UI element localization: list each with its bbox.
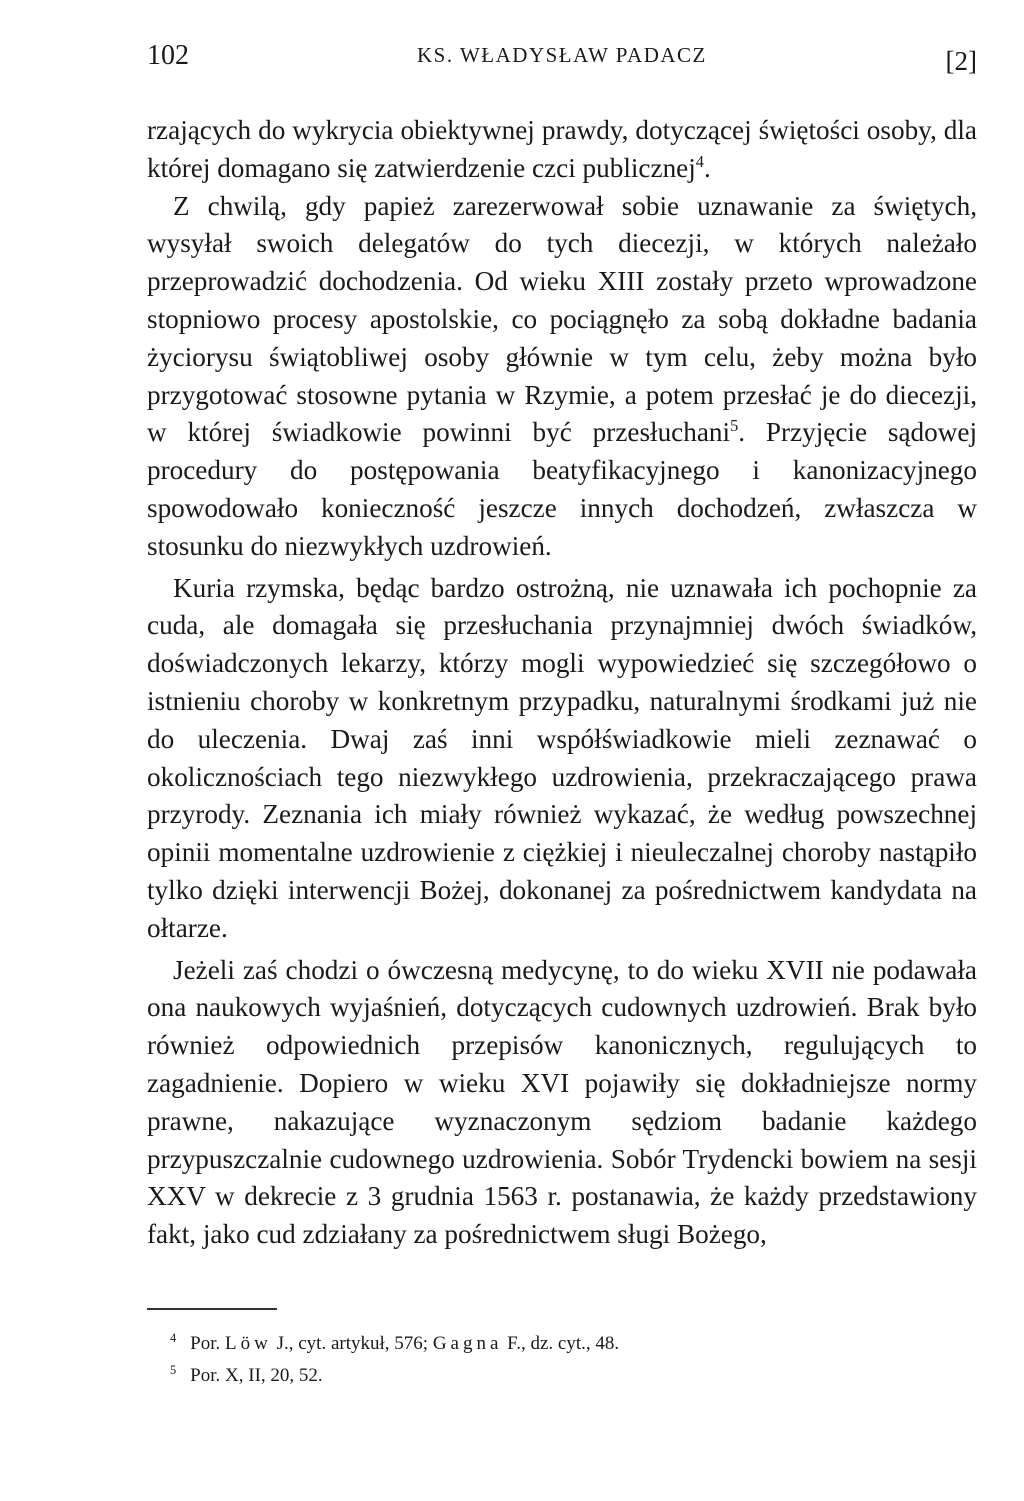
paragraph-3: Kuria rzymska, będąc bardzo ostrożną, nie uznawała ich pochopnie za cuda, ale domagała się przesłuchania przynajmniej dwóch świadków, doświadczonych lekarzy, którzy mogli wypowiedzieć się szczegółowo o istnieniu choroby w konkretnym przypadku, naturalnymi środkami już nie do uleczenia. Dwaj zaś inni współświadkowie mieli zeznawać o okolicznościach tego niezwykłego uzdrowienia, przekraczającego prawa przyrody. Zeznania ich miały również wykazać, że według powszechnej opinii momentalne uzdrowienie z ciężkiej i nieuleczalnej choroby nastąpiło tylko dzięki interwencji Bożej, dokonanej za pośrednictwem kandydata na ołtarze. (147, 572, 977, 943)
footnote-4: $^4$ Por. Löw J., cyt. artykuł, 576; Gagna F., dz. cyt., 48. (170, 1330, 620, 1354)
paragraph-4: Jeżeli zaś chodzi o ówczesną medycynę, to do wieku XVII nie podawała ona naukowych wyjaśnień, dotyczących cudownych uzdrowień. Brak było również odpowiednich przepisów kanonicznych, regulujących to zagadnienie. Dopiero w wieku XVI pojawiły się dokładniejsze normy prawne, nakazujące wyznaczonym sędziom badanie każdego przypuszczalnie cudownego uzdrowienia. Sobór Trydencki bowiem na sesji XXV w dekrecie z 3 grudnia 1563 r. postanawia, że każdy przedstawiony fakt, jako cud zdziałany za pośrednictwem sługi Bożego, (147, 954, 977, 1250)
footnotes (170, 1328, 970, 1392)
footnote-ref-4[interactable]: 4 (695, 151, 704, 171)
footnote-author: Löw (225, 1333, 272, 1354)
page-number: 102 (147, 40, 189, 71)
paragraph-1: rzających do wykrycia obiektywnej prawdy, dotyczącej świętości osoby, dla której domagano się zatwierdzenie czci publicznej$^4$. (147, 115, 977, 183)
footnote-number: 4 (170, 1330, 177, 1345)
section-marker: [2] (945, 46, 977, 76)
footnote-5: $^5$ Por. X, II, 20, 52. (170, 1362, 323, 1386)
footnote-divider (147, 1308, 277, 1310)
main-text (147, 112, 977, 1254)
paragraph-2: Z chwilą, gdy papież zarezerwował sobie uznawanie za świętych, wysyłał swoich delegatów do tych diecezji, w których należało przeprowadzić dochodzenia. Od wieku XIII zostały przeto wprowadzone stopniowo procesy apostolskie, co pociągnęło za sobą dokładne badania życiorysu świątobliwej osoby głównie w tym celu, żeby można było przygotować stosowne pytania w Rzymie, a potem przesłać je do diecezji, w której świadkowie powinni być przesłuchani$^5$. Przyjęcie sądowej procedury do postępowania beatyfikacyjnego i kanonizacyjnego spowodowało konieczność jeszcze innych dochodzeń, zwłaszcza w stosunku do niezwykłych uzdrowień. (147, 190, 977, 561)
page-header (147, 40, 977, 90)
footnote-author: Gagna (432, 1333, 503, 1354)
footnote-number: 5 (170, 1362, 177, 1377)
footnote-ref-5[interactable]: 5 (730, 416, 739, 436)
running-title: KS. WŁADYSŁAW PADACZ (417, 43, 707, 67)
